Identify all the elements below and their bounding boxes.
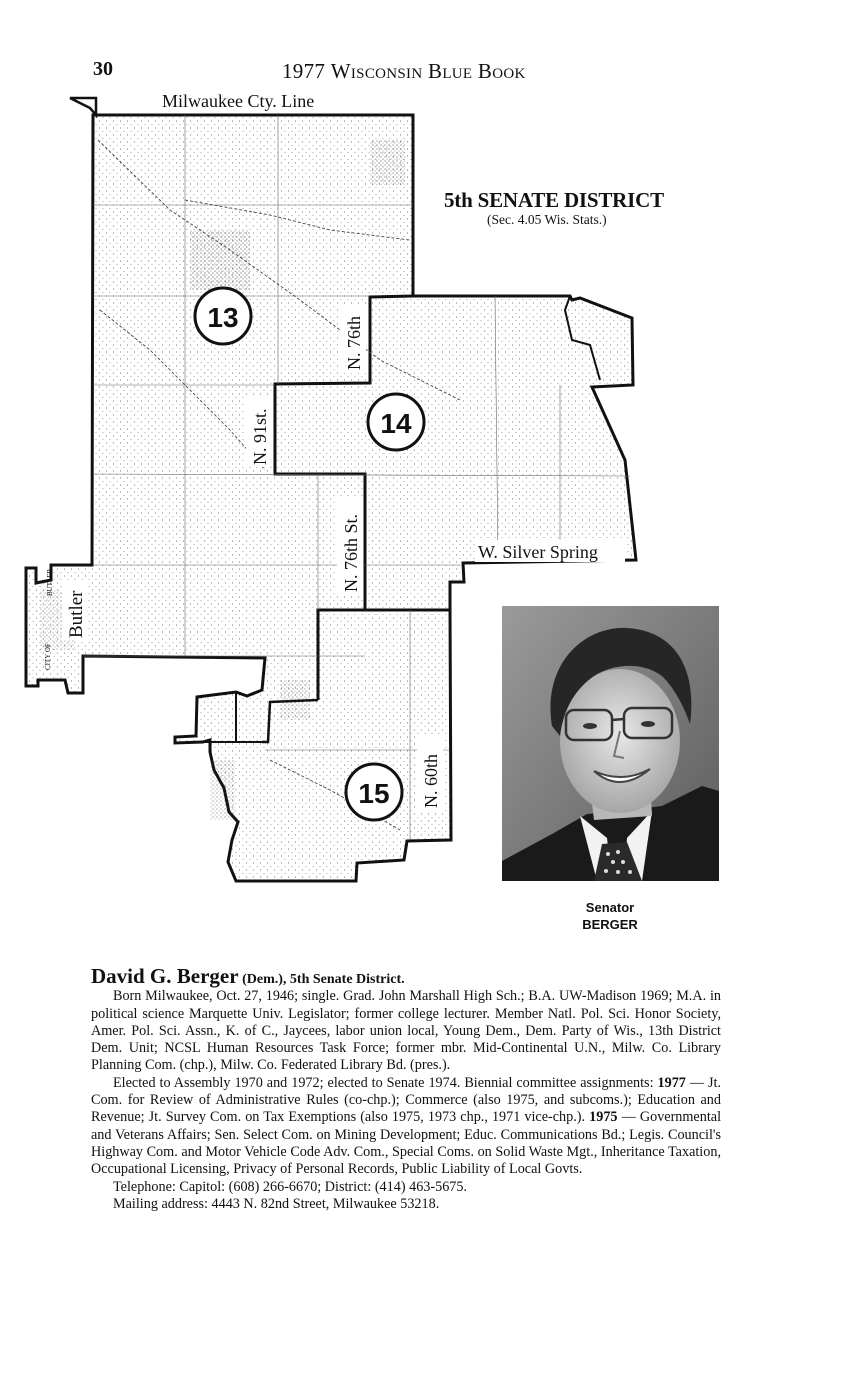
assembly-district-14	[368, 394, 424, 450]
senator-name: David G. Berger	[91, 964, 239, 988]
photo-caption	[560, 899, 660, 933]
running-head-year: 1977	[282, 59, 326, 83]
year-1975: 1975	[589, 1109, 618, 1126]
bio-paragraph-2	[91, 1075, 721, 1179]
senator-portrait	[502, 606, 719, 881]
senator-district: , 5th Senate District.	[282, 972, 405, 987]
assembly-number-15: 15	[358, 778, 390, 809]
page-number: 30	[93, 58, 113, 80]
county-corner-tab	[70, 98, 96, 115]
label-n76th-upper: N. 76th	[344, 316, 364, 370]
bio-p2-intro: Elected to Assembly 1970 and 1972; elected to Senate 1974. Biennial committee assignments:	[113, 1074, 654, 1091]
label-butler-small: BUTLER	[46, 568, 54, 596]
label-n91st: N. 91st.	[250, 408, 270, 465]
biography	[91, 964, 722, 1213]
label-n60th: N. 60th	[421, 754, 441, 808]
caption-title: Senator	[585, 900, 635, 915]
bio-paragraph-1: Born Milwaukee, Oct. 27, 1946; single. Grad. John Marshall High Sch.; B.A. UW-Madison 1969; M.A. in political science Marquette Univ. Legislator; former college lecturer. Member Natl. Pol. Sci. Honor Society, Amer. Pol. Sci. Assn., K. of C., Jaycees, labor union local, Young Dem., Dem. Party of Wis., 13th District Dem. Unit; NCSL Human Resources Task Force; former mbr. Mid-Continental U.N., Milw. Co. Library Planning Com. (chp.), Milw. Co. Federated Library Bd. (pres.).	[91, 988, 721, 1074]
label-silver-spring: W. Silver Spring	[478, 542, 598, 562]
bio-heading	[91, 964, 721, 988]
running-head-title: Wisconsin Blue Book	[330, 59, 526, 83]
assembly-number-13: 13	[207, 302, 239, 333]
caption-surname: BERGER	[582, 917, 638, 932]
senator-party: (Dem.)	[242, 972, 283, 987]
assignments-1975: — Governmental and Veterans Affairs; Sen. Select Com. on Mining Development; Educ. Communications Bd.; Legis. Council's Highway Com. and Motor Vehicle Code Adv. Com., Special Coms. on Solid Waste Mgt., Inheritance Taxation, Occupational Licensing, Privacy of Personal Records, Public Liability of Local Govts.	[91, 1109, 722, 1178]
label-city-of: CITY OF	[44, 643, 52, 670]
assembly-district-15	[346, 764, 402, 820]
year-1977: 1977	[657, 1074, 686, 1091]
bio-mailing-address: Mailing address: 4443 N. 82nd Street, Milwaukee 53218.	[113, 1195, 440, 1212]
label-county-line: Milwaukee Cty. Line	[162, 91, 315, 111]
label-n76th-st: N. 76th St.	[341, 513, 361, 592]
district-subtitle: (Sec. 4.05 Wis. Stats.)	[487, 212, 607, 227]
bio-telephone: Telephone: Capitol: (608) 266-6670; District: (414) 463-5675.	[113, 1178, 468, 1195]
district-title: 5th SENATE DISTRICT	[444, 188, 664, 212]
assignments-1977: — Jt. Com. for Review of Administrative Rules (co-chp.); Commerce (also 1975, and subcoms.); Education and Revenue; Jt. Survey Com. on Tax Exemptions (also 1975, 1973 chp., 1971 vice-chp.).	[91, 1074, 722, 1126]
assembly-district-13	[195, 288, 251, 344]
assembly-number-14: 14	[380, 408, 412, 439]
label-butler: Butler	[66, 590, 87, 638]
